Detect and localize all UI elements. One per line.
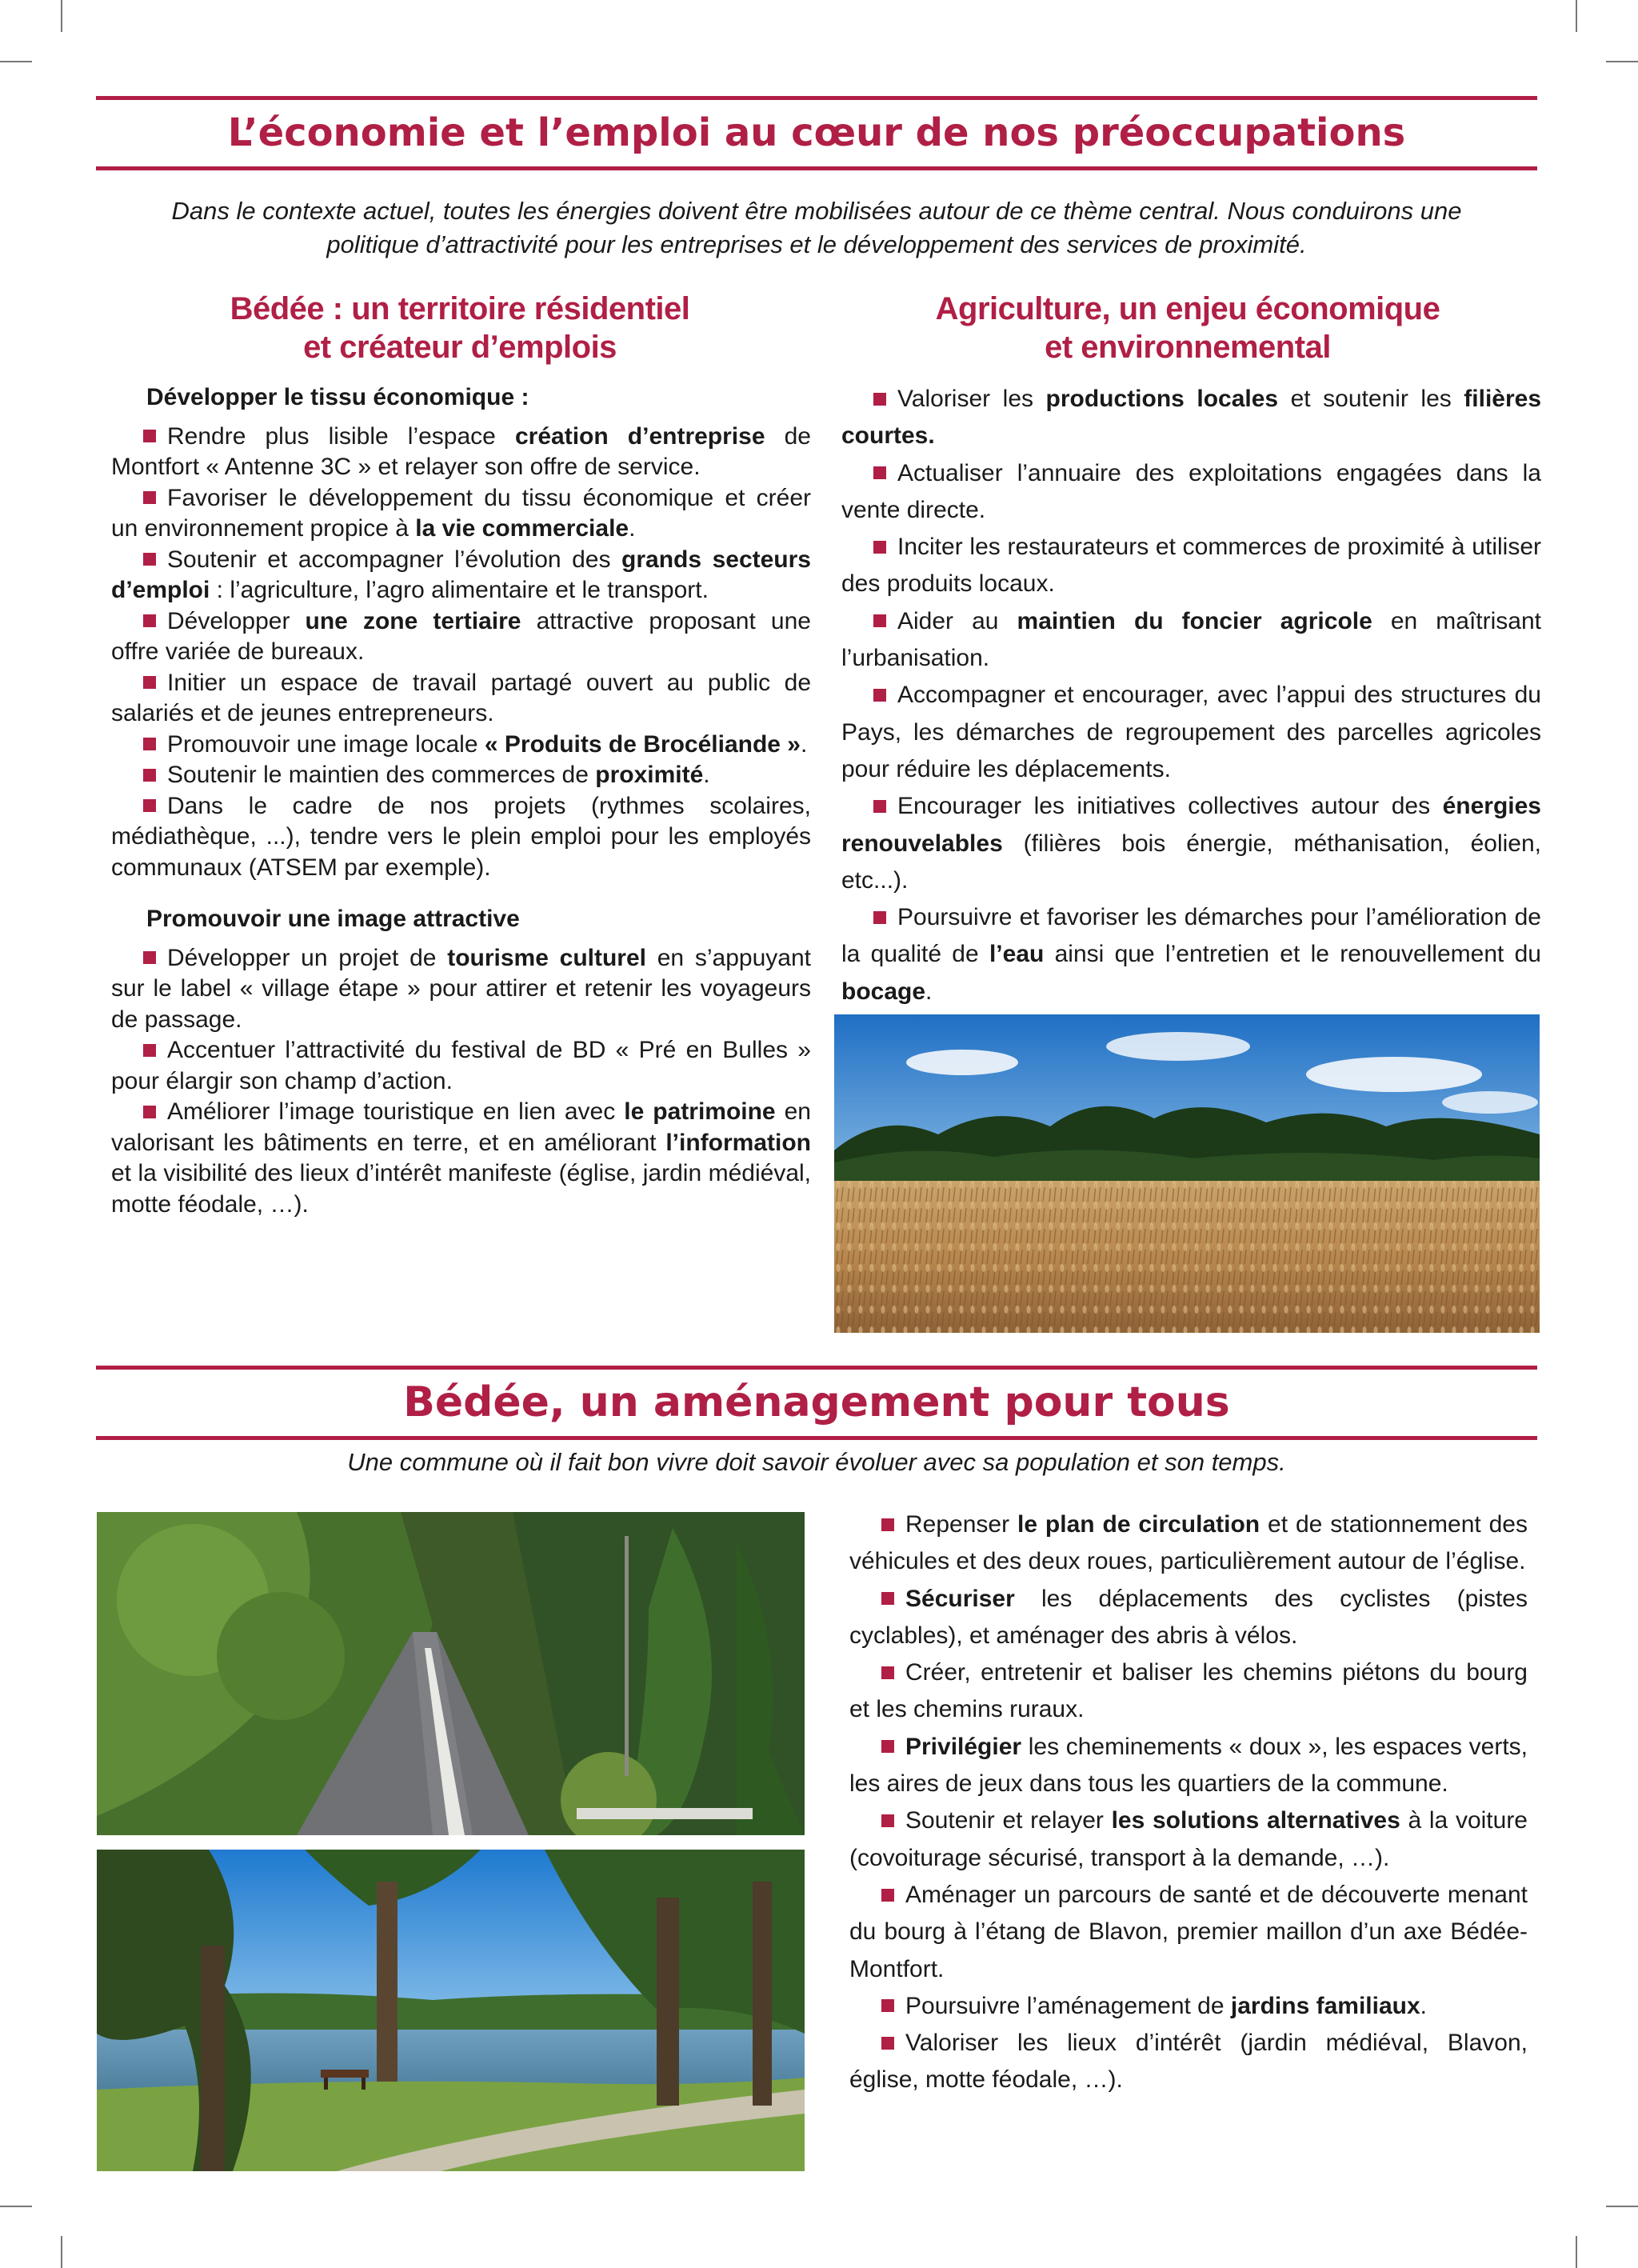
bullet-square-icon [873, 614, 886, 627]
heading-line: et créateur d’emplois [303, 330, 617, 365]
list-item: Soutenir le maintien des commerces de proximité. [111, 760, 811, 791]
list-item: Encourager les initiatives collectives autour des énergies renouvelables (filières bois énergie, méthanisation, éolien, etc...). [841, 793, 1541, 894]
section-rule-top [96, 96, 1537, 100]
bullet-square-icon [881, 1592, 894, 1605]
bullet-square-icon [143, 769, 156, 782]
list-item: Dans le cadre de nos projets (rythmes scolaires, médiathèque, ...), tendre vers le plein emploi pour les employés communaux (ATSEM par exemple). [111, 792, 811, 881]
bullet-square-icon [143, 951, 156, 964]
list-item: Initier un espace de travail partagé ouvert au public de salariés et de jeunes entrepreneurs. [111, 669, 811, 726]
section2-list [849, 1506, 1528, 2099]
list-item: Développer une zone tertiaire attractive proposant une offre variée de bureaux. [111, 607, 811, 665]
bullet-square-icon [873, 466, 886, 479]
list-item: Créer, entretenir et baliser les chemins piétons du bourg et les chemins ruraux. [849, 1659, 1528, 1723]
list-item: Soutenir et relayer les solutions alternatives à la voiture (covoiturage sécurisé, transport à la demande, …). [849, 1807, 1528, 1871]
list-item: Promouvoir une image locale « Produits de Brocéliande ». [111, 730, 811, 761]
bullet-square-icon [143, 430, 156, 442]
list-item: Rendre plus lisible l’espace création d’entreprise de Montfort « Antenne 3C » et relayer son offre de service. [111, 422, 811, 480]
intro-line: politique d’attractivité pour les entreprises et le développement des services de proximité. [326, 230, 1307, 258]
left-column [111, 382, 811, 1220]
list-item: Aménager un parcours de santé et de découverte menant du bourg à l’étang de Blavon, premier maillon d’un axe Bédée-Montfort. [849, 1881, 1528, 1982]
road-photo [97, 1512, 805, 1835]
list-item: Valoriser les productions locales et soutenir les filières courtes. [841, 386, 1542, 450]
heading-line: Agriculture, un enjeu économique [935, 291, 1440, 326]
section-rule-bottom [96, 166, 1537, 170]
intro-line: Dans le contexte actuel, toutes les énergies doivent être mobilisées autour de ce thème central. Nous conduirons une [171, 197, 1462, 225]
list-item: Repenser le plan de circulation et de stationnement des véhicules et des deux roues, particulièrement autour de l’église. [849, 1511, 1528, 1575]
wheat-field-photo [834, 1014, 1540, 1333]
bullet-square-icon [881, 1814, 894, 1827]
list-item: Développer un projet de tourisme culturel en s’appuyant sur le label « village étape » pour attirer et retenir les voyageurs de passage. [111, 944, 811, 1033]
section1-title: L’économie et l’emploi au cœur de nos préoccupations [227, 110, 1406, 155]
subheading-attractive-image: Promouvoir une image attractive [146, 906, 520, 932]
bullet-square-icon [881, 1999, 894, 2012]
crop-mark [0, 2206, 32, 2207]
bullet-square-icon [143, 676, 156, 689]
crop-mark [1576, 0, 1577, 32]
bullet-square-icon [881, 2037, 894, 2050]
bullet-square-icon [143, 491, 156, 504]
section-rule-bottom [96, 1436, 1537, 1440]
crop-mark [61, 2236, 62, 2268]
bullet-square-icon [881, 1740, 894, 1753]
list-item: Accompagner et encourager, avec l’appui des structures du Pays, les démarches de regroupement des parcelles agricoles pour réduire les déplacements. [841, 682, 1541, 782]
bullet-square-icon [143, 799, 156, 812]
section2-intro: Une commune où il fait bon vivre doit savoir évoluer avec sa population et son temps. [347, 1448, 1286, 1476]
list-item: Poursuivre l’aménagement de jardins familiaux. [849, 1988, 1528, 2025]
list-item: Sécuriser les déplacements des cyclistes (pistes cyclables), et aménager des abris à vélos. [849, 1585, 1528, 1649]
subheading-economic-fabric: Développer le tissu économique : [146, 384, 529, 410]
heading-line: Bédée : un territoire résidentiel [230, 291, 690, 326]
list-item: Soutenir et accompagner l’évolution des grands secteurs d’emploi : l’agriculture, l’agro alimentaire et le transport. [111, 546, 811, 603]
list-item: Privilégier les cheminements « doux », les espaces verts, les aires de jeux dans tous les quartiers de la commune. [849, 1733, 1528, 1798]
bullet-square-icon [143, 738, 156, 750]
section2-title: Bédée, un aménagement pour tous [403, 1378, 1230, 1426]
list-item: Améliorer l’image touristique en lien avec le patrimoine en valorisant les bâtiments en terre, et en améliorant l’information et la visibilité des lieux d’intérêt manifeste (église, jardin médiéval, motte féodale, …). [111, 1098, 811, 1218]
list-item: Favoriser le développement du tissu économique et créer un environnement propice à la vie commerciale. [111, 484, 811, 542]
right-column [841, 381, 1541, 1010]
list-item: Actualiser l’annuaire des exploitations engagées dans la vente directe. [841, 459, 1541, 523]
list-item: Poursuivre et favoriser les démarches pour l’amélioration de la qualité de l’eau ainsi que l’entretien et le renouvellement du bocage. [841, 904, 1541, 1005]
crop-mark [0, 61, 32, 62]
list-item: Accentuer l’attractivité du festival de BD « Pré en Bulles » pour élargir son champ d’action. [111, 1037, 811, 1094]
bullet-square-icon [873, 393, 886, 406]
bullet-square-icon [881, 1666, 894, 1679]
bullet-square-icon [881, 1518, 894, 1531]
bullet-square-icon [881, 1889, 894, 1902]
bullet-square-icon [143, 1044, 156, 1057]
left-column-heading [112, 290, 808, 366]
bullet-square-icon [873, 689, 886, 702]
bullet-square-icon [873, 800, 886, 813]
crop-mark [1606, 2206, 1638, 2207]
crop-mark [61, 0, 62, 32]
crop-mark [1606, 61, 1638, 62]
section-rule-top [96, 1366, 1537, 1370]
section1-intro [84, 194, 1549, 262]
list-item: Inciter les restaurateurs et commerces de proximité à utiliser des produits locaux. [841, 534, 1541, 598]
right-column-heading [836, 290, 1540, 366]
bullet-square-icon [143, 614, 156, 627]
bullet-square-icon [873, 911, 886, 924]
list-item: Aider au maintien du foncier agricole en maîtrisant l’urbanisation. [841, 607, 1541, 672]
lake-photo [97, 1850, 805, 2171]
bullet-square-icon [143, 553, 156, 566]
crop-mark [1576, 2236, 1577, 2268]
list-item: Valoriser les lieux d’intérêt (jardin médiéval, Blavon, église, motte féodale, …). [849, 2030, 1528, 2094]
heading-line: et environnemental [1045, 330, 1331, 365]
bullet-square-icon [143, 1106, 156, 1118]
bullet-square-icon [873, 541, 886, 554]
